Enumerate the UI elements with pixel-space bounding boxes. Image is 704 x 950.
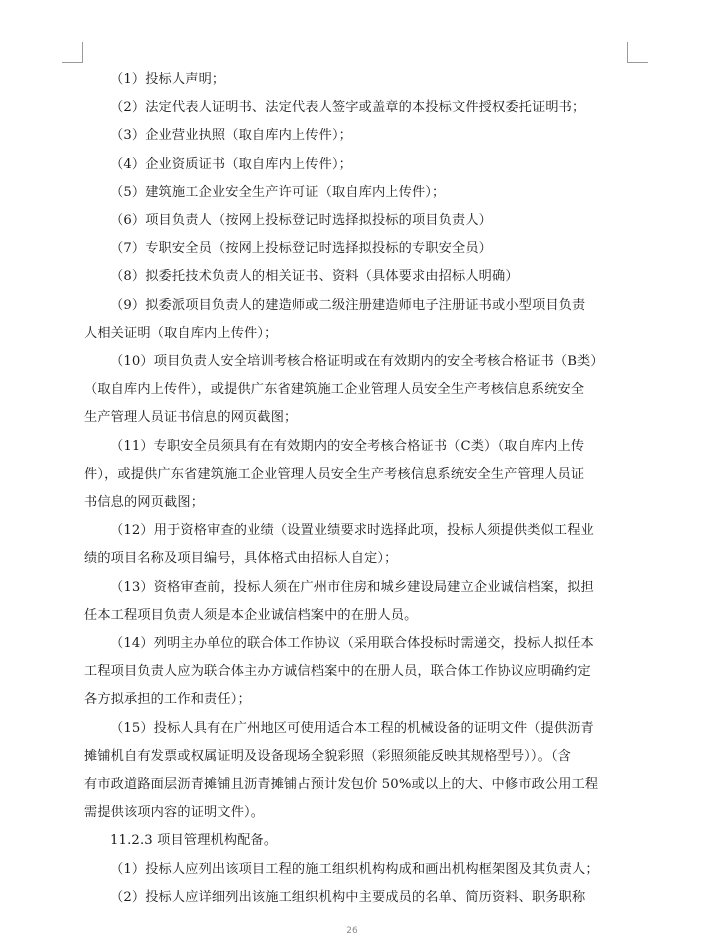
paragraph-line: （4）企业资质证书（取自库内上传件）； bbox=[110, 156, 353, 172]
paragraph-line: （6）项目负责人（按网上投标登记时选择拟投标的项目负责人） bbox=[110, 213, 492, 229]
paragraph-line: （1）投标人声明； bbox=[110, 72, 226, 87]
paragraph-line: （12）用于资格审查的业绩（设置业绩要求时选择此项，投标人须提供类似工程业 bbox=[110, 523, 594, 539]
paragraph bbox=[84, 348, 630, 433]
paragraph bbox=[84, 66, 630, 94]
paragraph bbox=[84, 207, 630, 235]
paragraph bbox=[84, 94, 630, 122]
paragraph-line: 人相关证明（取自库内上传件）； bbox=[84, 325, 278, 341]
paragraph-line: 各方拟承担的工作和责任）； bbox=[84, 692, 251, 708]
paragraph bbox=[84, 574, 630, 630]
paragraph bbox=[84, 884, 630, 912]
paragraph-line: （7）专职安全员（按网上投标登记时选择拟投标的专职安全员） bbox=[110, 241, 492, 257]
paragraph bbox=[84, 235, 630, 263]
page-number: 26 bbox=[346, 926, 358, 936]
paragraph-line: （取自库内上传件），或提供广东省建筑施工企业管理人员安全生产考核信息系统安全 bbox=[84, 382, 585, 398]
paragraph-line: （5）建筑施工企业安全生产许可证（取自库内上传件）； bbox=[110, 184, 446, 200]
paragraph bbox=[84, 715, 630, 828]
paragraph bbox=[84, 827, 630, 855]
paragraph bbox=[84, 151, 630, 179]
document-body bbox=[84, 66, 630, 912]
paragraph bbox=[84, 433, 630, 518]
paragraph bbox=[84, 179, 630, 207]
paragraph-line: （14）列明主办单位的联合体工作协议（采用联合体投标时需递交，投标人拟任本 bbox=[110, 636, 594, 652]
paragraph bbox=[84, 292, 630, 348]
paragraph-line: （3）企业营业执照（取自库内上传件）； bbox=[110, 128, 353, 144]
paragraph-line: 任本工程项目负责人须是本企业诚信档案中的在册人员。 bbox=[84, 607, 418, 623]
paragraph bbox=[84, 630, 630, 715]
paragraph-line: 生产管理人员证书信息的网页截图； bbox=[84, 410, 298, 426]
crop-mark-top-right bbox=[627, 42, 648, 63]
paragraph bbox=[84, 517, 630, 573]
paragraph-line: （10）项目负责人安全培训考核合格证明或在有效期内的安全考核合格证书（B类） bbox=[110, 354, 604, 370]
paragraph bbox=[84, 122, 630, 150]
paragraph-line: 11.2.3 项目管理机构配备。 bbox=[110, 833, 278, 849]
paragraph-line: （15）投标人具有在广州地区可使用适合本工程的机械设备的证明文件（提供沥青 bbox=[110, 720, 594, 736]
paragraph-line: （2）法定代表人证明书、法定代表人签字或盖章的本投标文件授权委托证明书； bbox=[110, 100, 586, 116]
paragraph-line: （2）投标人应详细列出该施工组织机构中主要成员的名单、简历资料、职务职称 bbox=[110, 889, 586, 905]
paragraph-line: 工程项目负责人应为联合体主办方诚信档案中的在册人员，联合体工作协议应明确约定 bbox=[84, 664, 591, 680]
paragraph bbox=[84, 856, 630, 884]
paragraph-line: （13）资格审查前，投标人须在广州市住房和城乡建设局建立企业诚信档案，拟担 bbox=[110, 579, 594, 595]
paragraph-line: 有市政道路面层沥青摊铺且沥青摊铺占预计发包价 50%或以上的大、中修市政公用工程 bbox=[84, 777, 599, 793]
paragraph-line: 摊铺机自有发票或权属证明及设备现场全貌彩照（彩照须能反映其规格型号））。（含 bbox=[84, 748, 572, 764]
paragraph-line: （9）拟委派项目负责人的建造师或二级注册建造师电子注册证书或小型项目负责 bbox=[110, 297, 586, 313]
paragraph-line: （11）专职安全员须具有在有效期内的安全考核合格证书（C类）（取自库内上传 bbox=[110, 438, 585, 454]
paragraph-line: （8）拟委托技术负责人的相关证书、资料（具体要求由招标人明确） bbox=[110, 269, 519, 285]
paragraph-line: 需提供该项内容的证明文件）。 bbox=[84, 805, 265, 821]
paragraph-line: 件），或提供广东省建筑施工企业管理人员安全生产考核信息系统安全生产管理人员证 bbox=[84, 466, 585, 482]
paragraph-line: 书信息的网页截图； bbox=[84, 495, 205, 511]
paragraph bbox=[84, 263, 630, 291]
crop-mark-top-left bbox=[62, 42, 83, 63]
paragraph-line: （1）投标人应列出该项目工程的施工组织机构构成和画出机构框架图及其负责人； bbox=[110, 861, 599, 877]
paragraph-line: 绩的项目名称及项目编号，具体格式由招标人自定）； bbox=[84, 551, 398, 567]
